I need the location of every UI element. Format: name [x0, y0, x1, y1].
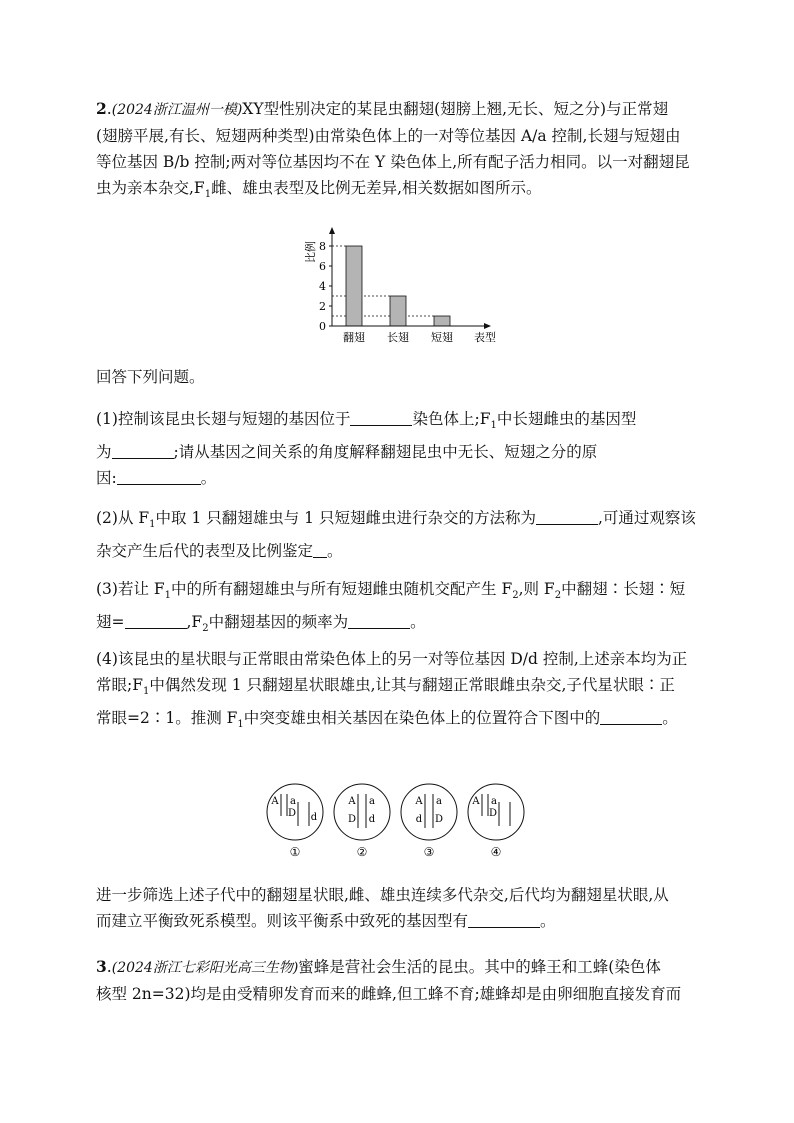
text: (1)控制该昆虫长翅与短翅的基因位于 — [96, 410, 351, 428]
sub-question-2 — [96, 505, 700, 564]
intro-text: 回答下列问题。 — [96, 368, 205, 386]
category-label: 翻翅 — [343, 331, 365, 344]
subscript: 1 — [490, 420, 497, 432]
allele-label: D — [347, 814, 357, 825]
bar — [346, 246, 362, 326]
allele-label: d — [310, 812, 318, 823]
text: (4)该昆虫的星状眼与正常眼由常染色体上的另一对等位基因 D/d 控制,上述亲本均为正 — [96, 650, 688, 668]
bar-chart — [300, 222, 500, 350]
text: ,F — [186, 613, 203, 632]
stem-line: 等位基因 B/b 控制;两对等位基因均不在 Y 染色体上,所有配子活力相同。以一对翻翅昆 — [96, 153, 690, 171]
text: 中翻翅∶长翅∶短 — [561, 580, 686, 598]
allele-label: A — [415, 796, 423, 807]
text: 。 — [540, 912, 556, 930]
chromosome-diagram — [262, 780, 532, 860]
allele-label: a — [491, 796, 497, 807]
answer-blank[interactable] — [468, 911, 540, 928]
answer-blank[interactable] — [600, 708, 662, 725]
text: 中的所有翻翅雄虫与所有短翅雌虫随机交配产生 F — [171, 580, 513, 598]
text: 。 — [200, 469, 217, 488]
subscript: 1 — [164, 590, 172, 602]
text: 蜜蜂是营社会生活的昆虫。其中的蜂王和工蜂(染色体 — [298, 958, 661, 976]
question-source: (2024浙江温州一模) — [111, 102, 243, 118]
diagram-number: ② — [356, 845, 368, 859]
allele-label: a — [290, 796, 296, 807]
subscript: 1 — [142, 686, 150, 698]
answer-blank[interactable] — [536, 508, 598, 525]
text: 。 — [662, 709, 678, 728]
bar — [434, 316, 450, 326]
text: 中翻翅基因的频率为 — [208, 613, 349, 632]
category-label: 长翅 — [387, 331, 409, 344]
category-label: 短翅 — [431, 331, 453, 344]
y-axis-arrow — [329, 227, 335, 234]
y-tick-label: 2 — [319, 300, 326, 313]
text: 而建立平衡致死系模型。则该平衡系中致死的基因型有 — [96, 912, 469, 930]
allele-label: D — [287, 808, 297, 819]
text: 中取 1 只翻翅雄虫与 1 只短翅雌虫进行杂交的方法称为 — [155, 509, 536, 527]
text: 为 — [96, 443, 112, 462]
subscript: 2 — [202, 623, 209, 635]
allele-label: d — [415, 814, 423, 825]
y-tick-label: 6 — [319, 260, 326, 273]
text: 因: — [96, 469, 117, 488]
answer-blank[interactable] — [117, 468, 201, 485]
allele-label: D — [488, 808, 498, 819]
subscript: 1 — [237, 719, 244, 731]
stem-line: 雌、雄虫表型及比例无差异,相关数据如图所示。 — [211, 179, 542, 197]
text: 中长翅雌虫的基因型 — [496, 410, 637, 428]
text: (2)从 F — [96, 509, 150, 527]
diagram-number: ④ — [490, 845, 502, 859]
question-2-stem: 2.(2024浙江温州一模)XY型性别决定的某昆虫翻翅(翅膀上翘,无长、短之分)与正常翅 (翅膀平展,有长、短翅两种类型)由常染色体上的一对等位基因 A/a 控制,长翅与短翅由 等位基因 B/b 控制;两对等位基因均不在 Y 染色体上,所有配子活力相同。以一对翻翅昆 虫为亲本杂交$,F_1$雌、雄虫表型及比例无差异,相关数据如图所示。 — [96, 96, 700, 208]
allele-label: d — [368, 814, 376, 825]
text: 杂交产生后代的表型及比例鉴定 — [96, 542, 314, 561]
text: ;请从基因之间关系的角度解释翻翅昆虫中无长、短翅之分的原 — [173, 443, 598, 462]
cell-circle — [401, 784, 457, 840]
text: ,可通过观察该 — [597, 509, 696, 527]
y-tick-label: 0 — [319, 320, 326, 333]
sub-question-1 — [96, 406, 700, 491]
stem-line: (翅膀平展,有长、短翅两种类型)由常染色体上的一对等位基因 A/a 控制,长翅与短翅由 — [96, 127, 681, 145]
subscript: 1 — [204, 189, 212, 201]
bar — [390, 296, 406, 326]
text: 常眼=2∶1。推测 F — [96, 709, 238, 728]
answer-blank[interactable] — [125, 612, 187, 629]
y-axis-label: 比例 — [304, 241, 317, 263]
text: 进一步筛选上述子代中的翻翅星状眼,雌、雄虫连续多代杂交,后代均为翻翅星状眼,从 — [96, 886, 669, 904]
answer-intro — [96, 364, 700, 390]
answer-blank[interactable] — [313, 541, 327, 558]
text: 翅= — [96, 613, 125, 632]
diagram-number: ① — [289, 845, 301, 859]
allele-label: A — [348, 796, 356, 807]
sub-question-4 — [96, 646, 700, 738]
sub-question-3 — [96, 576, 700, 642]
diagram-number: ③ — [423, 845, 435, 859]
allele-label: A — [271, 796, 279, 807]
allele-label: A — [472, 796, 480, 807]
allele-label: a — [436, 796, 442, 807]
question-3-stem: 3.(2024浙江七彩阳光高三生物)蜜蜂是营社会生活的昆虫。其中的蜂王和工蜂(染色体 核型 2n=32)均是由受精卵发育而来的雌蜂,但工蜂不育;雄蜂却是由卵细胞直接发育而 — [96, 954, 700, 1007]
stem-line: 虫为亲本杂交,F — [96, 179, 205, 197]
y-tick-label: 4 — [319, 280, 326, 293]
stem-line: XY型性别决定的某昆虫翻翅(翅膀上翘,无长、短之分)与正常翅 — [242, 100, 669, 118]
subscript: 2 — [554, 590, 562, 602]
text: 染色体上;F — [412, 410, 491, 428]
cell-circle — [334, 784, 390, 840]
allele-label: a — [369, 796, 375, 807]
question-number: 2 — [96, 99, 107, 118]
subscript: 2 — [512, 590, 519, 602]
sub-question-4-follow — [96, 882, 700, 934]
question-source: (2024浙江七彩阳光高三生物) — [111, 960, 299, 976]
text: (3)若让 F — [96, 580, 165, 598]
subscript: 1 — [149, 519, 156, 531]
question-number: 3 — [96, 957, 107, 976]
text: 核型 2n=32)均是由受精卵发育而来的雌蜂,但工蜂不育;雄蜂却是由卵细胞直接发育而 — [96, 985, 682, 1003]
answer-blank[interactable] — [348, 612, 410, 629]
text: 。 — [327, 542, 343, 561]
allele-label: D — [434, 814, 444, 825]
text: 中偶然发现 1 只翻翅星状眼雄虫,让其与翻翅正常眼雌虫杂交,子代星状眼∶正 — [149, 676, 675, 694]
y-tick-label: 8 — [319, 240, 326, 253]
x-axis-arrow — [484, 323, 491, 329]
x-axis-label: 表型 — [474, 331, 496, 344]
text: 常眼;F — [96, 676, 143, 694]
text: 中突变雄虫相关基因在染色体上的位置符合下图中的 — [243, 709, 601, 728]
answer-blank[interactable] — [350, 409, 412, 426]
text: ,则 F — [518, 580, 555, 598]
answer-blank[interactable] — [112, 442, 174, 459]
text: 。 — [410, 613, 426, 632]
